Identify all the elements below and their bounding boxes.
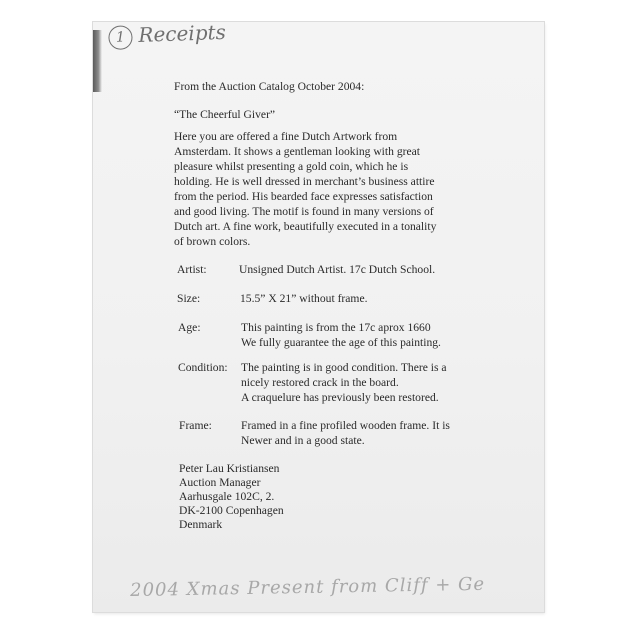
- size-value: 15.5” X 21” without frame.: [240, 292, 368, 305]
- artist-value: Unsigned Dutch Artist. 17c Dutch School.: [239, 263, 436, 276]
- description-line: pleasure whilst presenting a gold coin, which he is: [174, 160, 409, 173]
- age-label: Age:: [178, 321, 201, 334]
- signature-line: Denmark: [179, 518, 223, 531]
- description-line: holding. He is well dressed in merchant’s business attire: [174, 175, 435, 188]
- handwritten-gift-note: 2004 Xmas Present from Cliff + Ge: [130, 573, 486, 601]
- signature-line: Aarhusgale 102C, 2.: [179, 490, 275, 503]
- signature-line: Peter Lau Kristiansen: [179, 462, 280, 475]
- description-line: Amsterdam. It shows a gentleman looking with great: [174, 145, 420, 158]
- scan-edge-shadow: [93, 30, 102, 92]
- circled-number: 1: [108, 25, 133, 50]
- frame-value-line: Newer and in a good state.: [241, 434, 365, 447]
- description-line: Dutch art. A fine work, beautifully executed in a tonality: [174, 220, 437, 233]
- description-line: Here you are offered a fine Dutch Artwork from: [174, 130, 398, 143]
- description-line: from the period. His bearded face expresses satisfaction: [174, 190, 433, 203]
- artwork-title: “The Cheerful Giver”: [174, 108, 276, 121]
- frame-label: Frame:: [179, 419, 212, 432]
- condition-value-line: nicely restored crack in the board.: [241, 376, 399, 389]
- description-line: of brown colors.: [174, 235, 251, 248]
- description-line: and good living. The motif is found in many versions of: [174, 205, 434, 218]
- size-label: Size:: [177, 292, 201, 305]
- handwritten-receipts-text: Receipts: [137, 19, 227, 47]
- document-sheet: [93, 19, 544, 612]
- artist-label: Artist:: [177, 263, 207, 276]
- frame-value-line: Framed in a fine profiled wooden frame. It is: [241, 419, 450, 432]
- age-value-line: We fully guarantee the age of this painting.: [241, 336, 441, 349]
- age-value-line: This painting is from the 17c aprox 1660: [241, 321, 431, 334]
- catalog-line: From the Auction Catalog October 2004:: [174, 80, 365, 93]
- signature-line: DK-2100 Copenhagen: [179, 504, 284, 517]
- handwritten-receipts-note: [108, 20, 226, 50]
- signature-line: Auction Manager: [179, 476, 261, 489]
- condition-label: Condition:: [178, 361, 228, 374]
- condition-value-line: The painting is in good condition. There is a: [241, 361, 447, 374]
- condition-value-line: A craquelure has previously been restored.: [241, 391, 439, 404]
